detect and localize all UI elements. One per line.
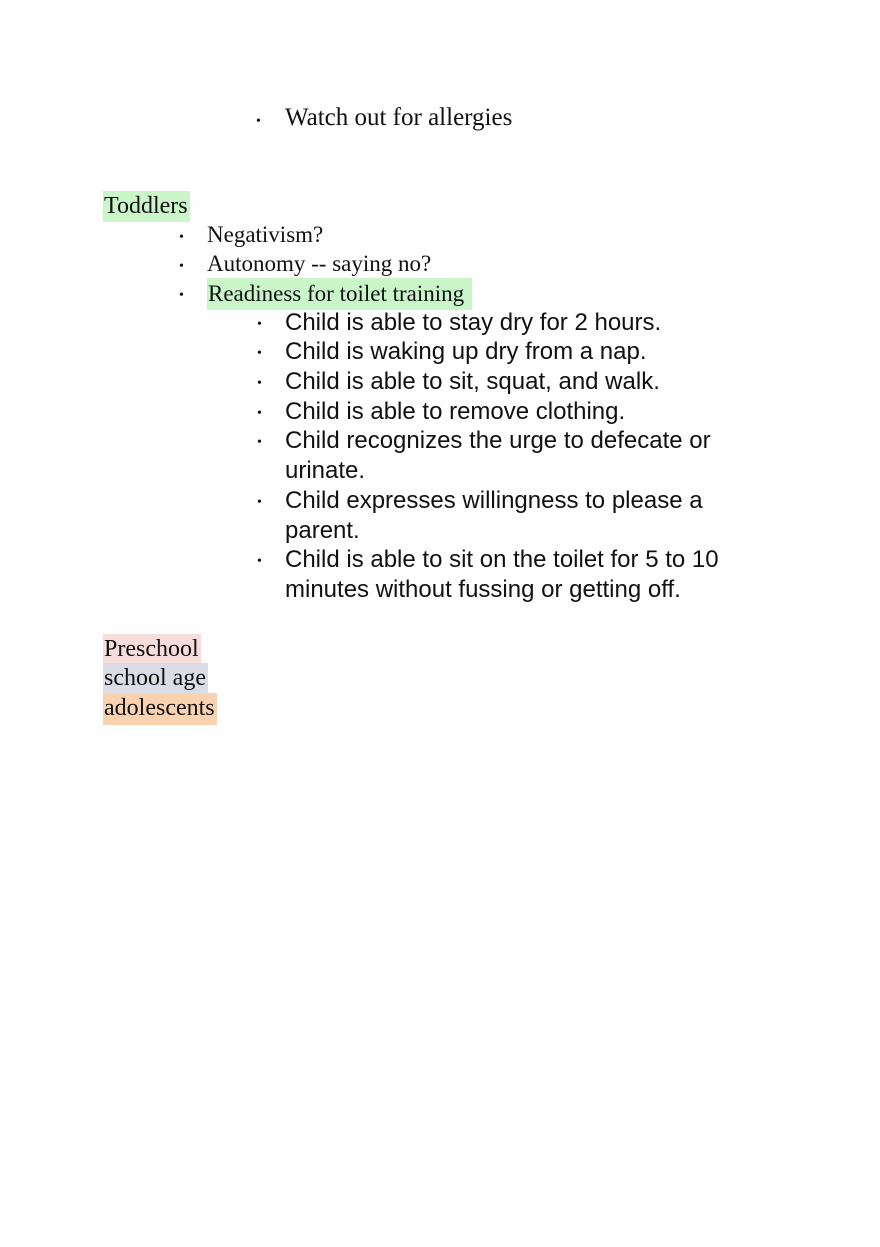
readiness-sign-item: Child is able to sit on the toilet for 5 to 10 minutes without fussing or getting off. xyxy=(285,546,719,603)
section-heading-toddlers: Toddlers xyxy=(103,191,190,222)
bullet-marker: • xyxy=(257,346,262,361)
bullet-marker: • xyxy=(257,376,262,391)
readiness-sign-item: Child recognizes the urge to defecate or urinate. xyxy=(285,427,711,484)
bullet-marker: • xyxy=(257,435,262,450)
bullet-marker: • xyxy=(257,495,262,510)
readiness-sign-item: Child is able to remove clothing. xyxy=(285,398,626,425)
bullet-marker: • xyxy=(257,406,262,421)
list-item-allergies: Watch out for allergies xyxy=(285,104,513,131)
bullet-marker: • xyxy=(257,554,262,569)
readiness-sign-item: Child is waking up dry from a nap. xyxy=(285,338,647,365)
list-item-negativism: Negativism? xyxy=(207,222,324,247)
bullet-marker: • xyxy=(179,288,184,303)
bullet-marker: • xyxy=(257,317,262,332)
section-heading-adolescents: adolescents xyxy=(103,693,217,725)
bullet-marker: • xyxy=(256,114,261,129)
section-heading-preschool: Preschool xyxy=(103,634,201,666)
list-item-autonomy: Autonomy -- saying no? xyxy=(207,251,432,276)
list-item-toilet-readiness: Readiness for toilet training xyxy=(207,278,472,310)
readiness-sign-item: Child is able to sit, squat, and walk. xyxy=(285,368,660,395)
section-heading-school-age: school age xyxy=(103,663,208,695)
bullet-marker: • xyxy=(179,259,184,274)
readiness-sign-item: Child expresses willingness to please a parent. xyxy=(285,487,703,544)
readiness-sign-item: Child is able to stay dry for 2 hours. xyxy=(285,309,662,336)
bullet-marker: • xyxy=(179,230,184,245)
